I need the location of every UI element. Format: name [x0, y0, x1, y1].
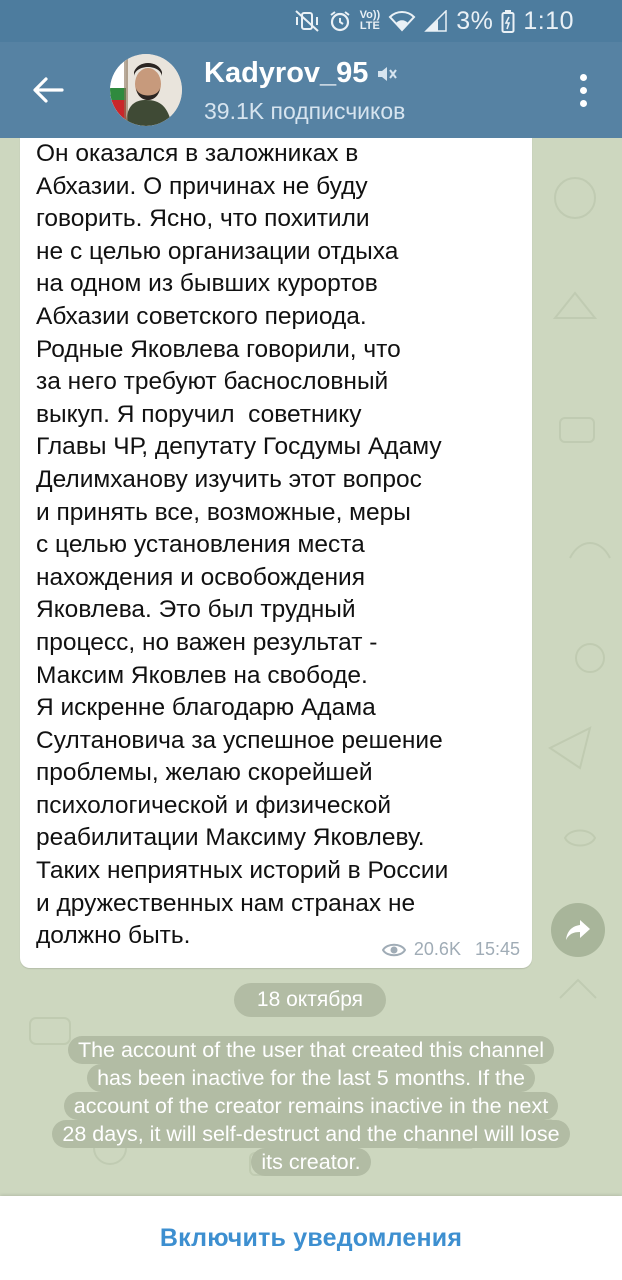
channel-avatar[interactable] [110, 54, 182, 126]
view-count: 20.6K [413, 939, 461, 959]
back-button[interactable] [28, 70, 68, 110]
enable-notifications-button[interactable]: Включить уведомления [159, 1223, 463, 1252]
more-vert-icon [580, 74, 587, 81]
chat-area[interactable] [0, 138, 622, 1196]
service-message-line: The account of the user that created this channel [68, 1036, 554, 1064]
share-arrow-icon [564, 918, 592, 942]
channel-name: Kadyrov_95 [204, 57, 369, 89]
service-message-line: has been inactive for the last 5 months. If the [87, 1064, 535, 1092]
signal-icon [424, 8, 448, 34]
battery-icon [501, 8, 515, 34]
battery-percent: 3% [456, 6, 494, 35]
date-separator: 18 октября [234, 983, 386, 1017]
service-message [12, 1036, 610, 1176]
volte-icon: Vo)) LTE [359, 9, 381, 32]
service-message-line: its creator. [251, 1148, 370, 1176]
service-message-line: 28 days, it will self-destruct and the channel will lose [52, 1120, 569, 1148]
status-time: 1:10 [523, 6, 574, 35]
bottom-action-bar [0, 1196, 622, 1280]
more-menu-button[interactable] [568, 68, 598, 112]
vibrate-mute-icon [294, 8, 320, 34]
subscriber-count: 39.1K подписчиков [204, 98, 406, 124]
back-arrow-icon [32, 76, 64, 104]
message-text: Он оказался в заложниках в Абхазии. О причинах не буду говорить. Ясно, что похитили не с целью организации отдыха на одном из бывших курортов Абхазии советского периода. Родные Яковлева говорили, что за него требуют баснословный выкуп. Я поручил советнику Главы ЧР, депутату Госдумы Адаму Делимханову изучить этот вопрос и принять все, возможные, меры с целью установления места нахождения и освобождения Яковлева. Это был трудный процесс, но важен результат - Максим Яковлев на свободе. Я искренне благодарю Адама Султановича за успешное решение проблемы, желаю скорейшей психологической и физической реабилитации Максиму Яковлеву. Таких неприятных историй в России и дружественных нам странах не должно быть. [36, 140, 449, 950]
views-eye-icon [382, 942, 406, 958]
channel-header [0, 42, 622, 138]
alarm-icon [328, 8, 352, 34]
wifi-icon [388, 8, 416, 34]
message-time: 15:45 [474, 939, 520, 959]
service-message-line: account of the creator remains inactive in the next [64, 1092, 558, 1120]
share-button[interactable] [551, 903, 605, 957]
message-meta [382, 939, 520, 960]
status-bar [0, 0, 622, 42]
channel-title[interactable] [204, 57, 398, 90]
message-bubble[interactable] [20, 138, 532, 968]
mute-icon [376, 64, 398, 84]
